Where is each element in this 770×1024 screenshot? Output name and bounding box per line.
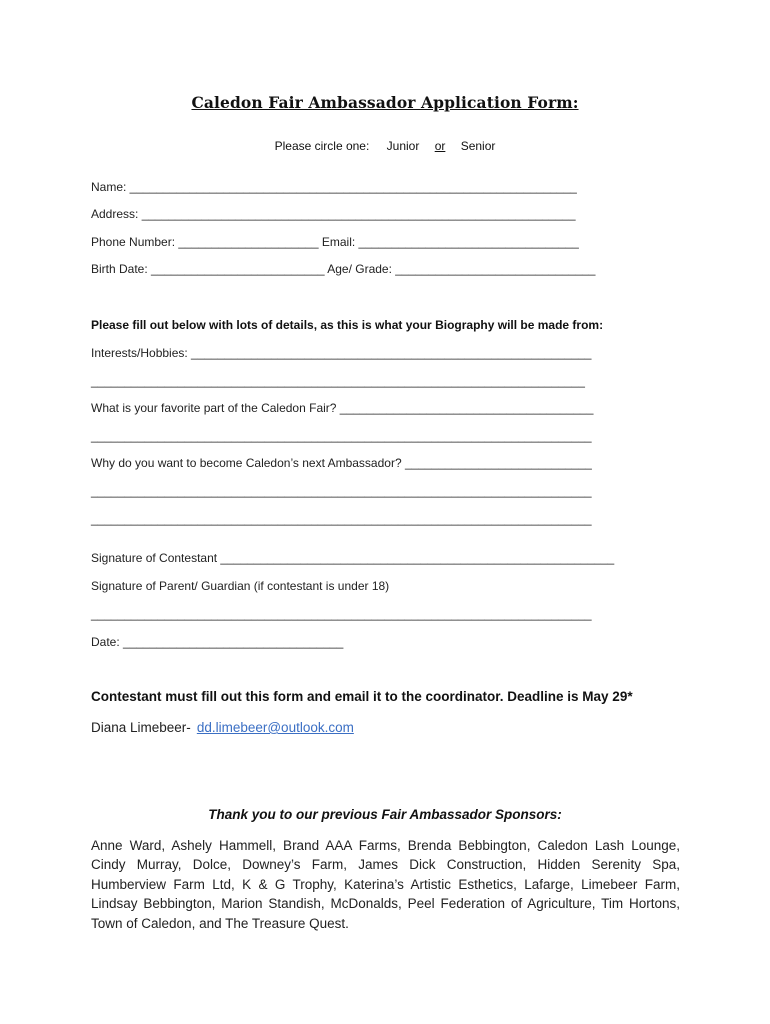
details-heading: Please fill out below with lots of details, as this is what your Biography will be made from: [91,318,604,332]
circle-one-row [0,139,770,153]
option-senior[interactable]: Senior [460,139,496,153]
coordinator-email-link[interactable]: dd.limebeer@outlook.com [196,720,354,735]
favorite-part-field[interactable]: What is your favorite part of the Caledon Fair? ______________________________________ [91,401,594,415]
option-or: or [434,139,446,153]
coordinator-name: Diana Limebeer- [91,720,191,735]
circle-prompt: Please circle one: [274,139,370,153]
deadline-notice: Contestant must fill out this form and email it to the coordinator. Deadline is May 29* [91,689,633,704]
interests-extra-line[interactable]: __________________________________________________________________________ [91,374,585,388]
name-field[interactable]: Name: ___________________________________________________________________ [91,180,577,194]
sponsors-list: Anne Ward, Ashely Hammell, Brand AAA Farms, Brenda Bebbington, Caledon Lash Lounge, Cindy Murray, Dolce, Downey’s Farm, James Dick Construction, Hidden Serenity Spa, Humberview Farm Ltd, K & G Trophy, Katerina’s Artistic Esthetics, Lafarge, Limebeer Farm, Lindsay Bebbington, Marion Standish, McDonalds, Peel Federation of Agriculture, Tim Hortons, Town of Caledon, and The Treasure Quest. [91,838,680,931]
interests-field[interactable]: Interests/Hobbies: ____________________________________________________________ [91,346,592,360]
address-field[interactable]: Address: _________________________________________________________________ [91,207,576,221]
signature-parent-label: Signature of Parent/ Guardian (if contestant is under 18) [91,579,390,593]
why-extra-line-2[interactable]: ___________________________________________________________________________ [91,512,592,526]
why-extra-line-1[interactable]: ___________________________________________________________________________ [91,484,592,498]
coordinator-contact [91,720,354,735]
why-ambassador-field[interactable]: Why do you want to become Caledon’s next Ambassador? ____________________________ [91,456,592,470]
phone-email-field[interactable]: Phone Number: _____________________ Email: _________________________________ [91,235,579,249]
signature-parent-line[interactable]: ___________________________________________________________________________ [91,607,592,621]
signature-contestant-field[interactable]: Signature of Contestant ___________________________________________________________ [91,551,615,565]
date-field[interactable]: Date: _________________________________ [91,635,344,649]
sponsors-heading: Thank you to our previous Fair Ambassador Sponsors: [208,807,562,822]
birth-age-field[interactable]: Birth Date: __________________________ Age/ Grade: ______________________________ [91,262,596,276]
favorite-part-extra-line[interactable]: ___________________________________________________________________________ [91,429,592,443]
option-junior[interactable]: Junior [386,139,420,153]
form-title: Caledon Fair Ambassador Application Form: [191,93,579,112]
